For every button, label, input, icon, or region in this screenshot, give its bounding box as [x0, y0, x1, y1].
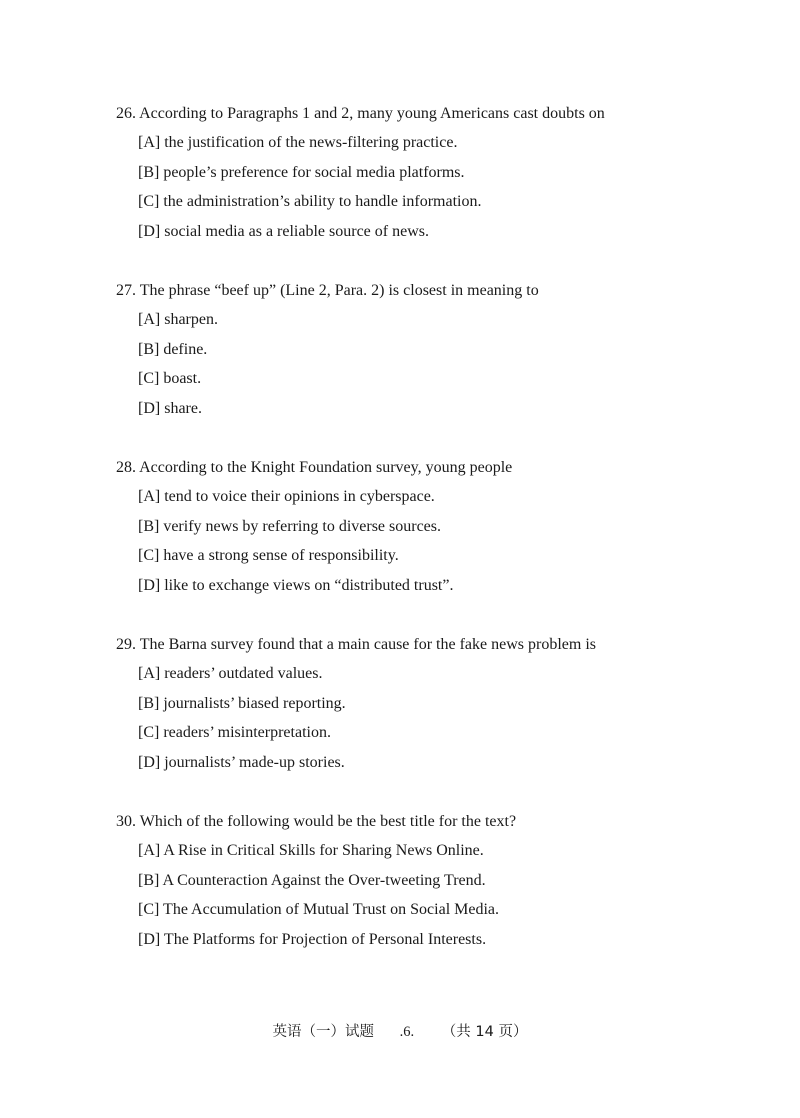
- option-list: [116, 487, 756, 596]
- question-stem: 30. Which of the following would be the best title for the text?: [116, 813, 517, 830]
- option-a: [A] the justification of the news-filtering practice.: [138, 134, 458, 151]
- option-a: [A] sharpen.: [138, 311, 218, 328]
- option-d: [D] social media as a reliable source of news.: [138, 222, 429, 240]
- question-28: [116, 458, 756, 605]
- option-b: [B] define.: [138, 340, 208, 358]
- option-c: [C] readers’ misinterpretation.: [138, 724, 331, 741]
- option-list: [116, 133, 756, 242]
- option-list: [116, 664, 756, 773]
- option-b: [B] A Counteraction Against the Over-tweeting Trend.: [138, 871, 486, 889]
- option-b: [B] people’s preference for social media platforms.: [138, 163, 465, 181]
- question-27: [116, 281, 756, 428]
- total-pages: （共 14 页）: [441, 1024, 528, 1040]
- option-d: [D] The Platforms for Projection of Personal Interests.: [138, 930, 487, 948]
- option-b: [B] journalists’ biased reporting.: [138, 694, 346, 712]
- option-d: [D] like to exchange views on “distributed trust”.: [138, 576, 454, 594]
- option-d: [D] journalists’ made-up stories.: [138, 753, 345, 771]
- question-26: [116, 104, 756, 251]
- option-d: [D] share.: [138, 399, 202, 417]
- option-b: [B] verify news by referring to diverse sources.: [138, 517, 442, 535]
- option-a: [A] A Rise in Critical Skills for Sharing News Online.: [138, 842, 484, 859]
- option-c: [C] have a strong sense of responsibility.: [138, 547, 399, 564]
- question-stem: 27. The phrase “beef up” (Line 2, Para. 2) is closest in meaning to: [116, 282, 539, 299]
- question-stem: 26. According to Paragraphs 1 and 2, many young Americans cast doubts on: [116, 105, 605, 122]
- question-stem: 29. The Barna survey found that a main cause for the fake news problem is: [116, 636, 596, 653]
- question-30: [116, 812, 756, 959]
- option-a: [A] tend to voice their opinions in cyberspace.: [138, 488, 435, 505]
- option-a: [A] readers’ outdated values.: [138, 665, 323, 682]
- question-29: [116, 635, 756, 782]
- option-c: [C] the administration’s ability to handle information.: [138, 193, 482, 210]
- page-footer: [0, 1022, 800, 1042]
- page-number: .6.: [399, 1024, 415, 1040]
- option-list: [116, 310, 756, 419]
- question-stem: 28. According to the Knight Foundation survey, young people: [116, 459, 513, 476]
- exam-subject: 英语（一）试题: [272, 1024, 375, 1040]
- option-list: [116, 841, 756, 950]
- option-c: [C] The Accumulation of Mutual Trust on Social Media.: [138, 901, 500, 918]
- option-c: [C] boast.: [138, 370, 202, 387]
